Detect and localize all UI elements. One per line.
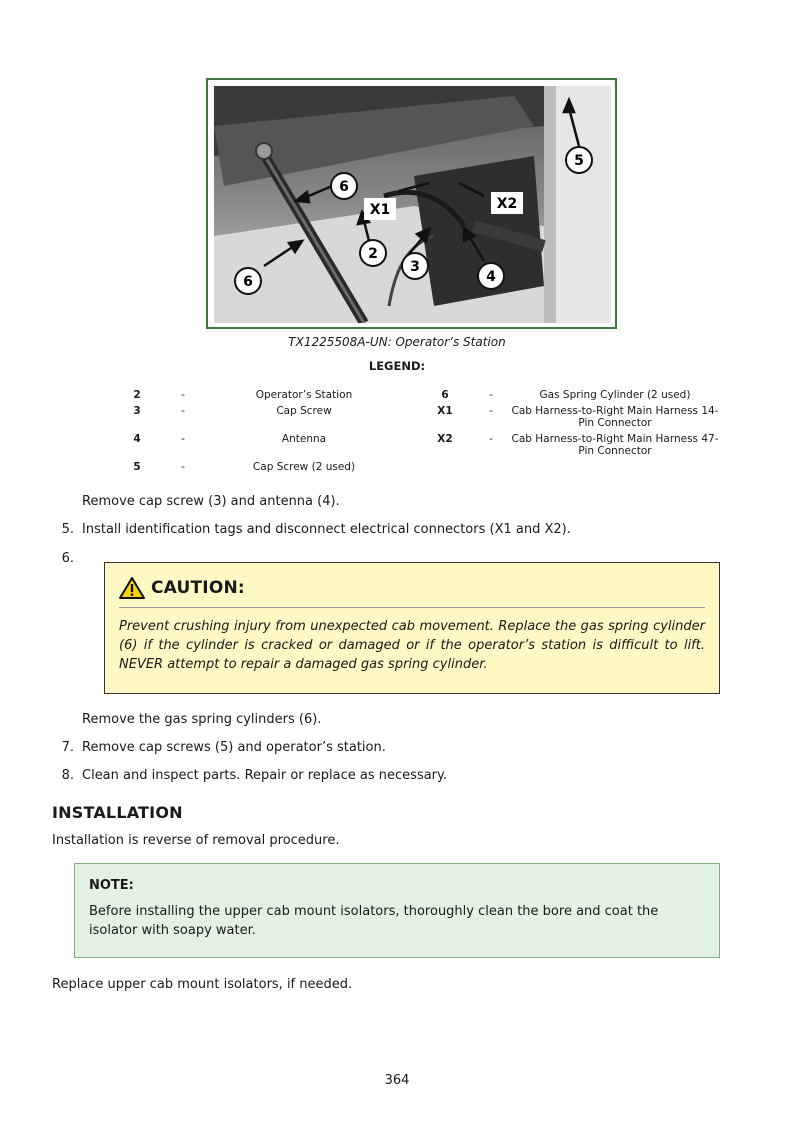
legend-desc: Operator’s Station bbox=[255, 389, 353, 401]
step-4-continued: Remove cap screw (3) and antenna (4). bbox=[82, 494, 340, 509]
legend-key: 3 bbox=[133, 405, 141, 417]
callout-2: 2 bbox=[368, 246, 378, 262]
caution-text: Prevent crushing injury from unexpected cab movement. Replace the gas spring cylinder (6) if the cylinder is cracked or damaged or if the operator’s station is difficult to lift. NEVER attempt to repair a damaged gas spring cylinder. bbox=[119, 619, 705, 672]
caution-header bbox=[119, 575, 245, 601]
note-text: Before installing the upper cab mount isolators, thoroughly clean the bore and coat the isolator with soapy water. bbox=[89, 904, 659, 938]
installation-intro: Installation is reverse of removal procedure. bbox=[52, 833, 340, 848]
callout-6-lower: 6 bbox=[243, 274, 253, 290]
legend-desc-cont: Pin Connector bbox=[578, 445, 652, 457]
legend-key: X1 bbox=[437, 405, 453, 417]
step-7-number: 7. bbox=[61, 740, 74, 755]
callout-4: 4 bbox=[486, 269, 496, 285]
caution-divider bbox=[119, 607, 705, 608]
operators-station-photo bbox=[214, 86, 611, 323]
callout-6-upper: 6 bbox=[339, 179, 349, 195]
legend-dash: - bbox=[489, 433, 493, 445]
callout-3: 3 bbox=[410, 259, 420, 275]
legend-desc: Antenna bbox=[281, 433, 327, 445]
step-5-text: Install identification tags and disconnect electrical connectors (X1 and X2). bbox=[82, 522, 571, 537]
step-5-number: 5. bbox=[61, 522, 74, 537]
legend-desc: Cab Harness-to-Right Main Harness 14- bbox=[511, 405, 719, 417]
step-6-number: 6. bbox=[61, 551, 74, 566]
legend-dash: - bbox=[181, 433, 185, 445]
step-8-text: Clean and inspect parts. Repair or replace as necessary. bbox=[82, 768, 447, 783]
legend-title: LEGEND: bbox=[368, 359, 426, 373]
caution-box bbox=[104, 562, 720, 694]
warning-triangle-icon bbox=[119, 576, 145, 600]
note-title: NOTE: bbox=[89, 878, 134, 893]
installation-heading: INSTALLATION bbox=[52, 803, 183, 822]
legend-desc: Cap Screw (2 used) bbox=[252, 461, 356, 473]
step-6-continued: Remove the gas spring cylinders (6). bbox=[82, 712, 322, 727]
legend-dash: - bbox=[181, 389, 185, 401]
callout-x2: X2 bbox=[496, 196, 518, 212]
page-number: 364 bbox=[384, 1073, 410, 1088]
callout-5: 5 bbox=[574, 153, 584, 169]
legend-dash: - bbox=[181, 405, 185, 417]
legend-key: 5 bbox=[133, 461, 141, 473]
figure-caption: TX1225508A-UN: Operator’s Station bbox=[288, 335, 506, 349]
legend-desc: Cap Screw bbox=[276, 405, 332, 417]
installation-final: Replace upper cab mount isolators, if needed. bbox=[52, 977, 353, 992]
legend-key: 4 bbox=[133, 433, 141, 445]
legend-key: X2 bbox=[437, 433, 453, 445]
note-box bbox=[74, 863, 720, 958]
legend-desc: Cab Harness-to-Right Main Harness 47- bbox=[511, 433, 719, 445]
legend-desc: Gas Spring Cylinder (2 used) bbox=[539, 389, 691, 401]
step-8-number: 8. bbox=[61, 768, 74, 783]
legend-key: 6 bbox=[441, 389, 449, 401]
legend-dash: - bbox=[489, 405, 493, 417]
caution-title: CAUTION: bbox=[151, 578, 245, 598]
legend-key: 2 bbox=[133, 389, 141, 401]
callout-x1: X1 bbox=[369, 202, 391, 218]
legend-dash: - bbox=[489, 389, 493, 401]
legend-desc-cont: Pin Connector bbox=[578, 417, 652, 429]
step-7-text: Remove cap screws (5) and operator’s station. bbox=[82, 740, 386, 755]
operators-station-figure bbox=[206, 78, 617, 329]
legend-dash: - bbox=[181, 461, 185, 473]
